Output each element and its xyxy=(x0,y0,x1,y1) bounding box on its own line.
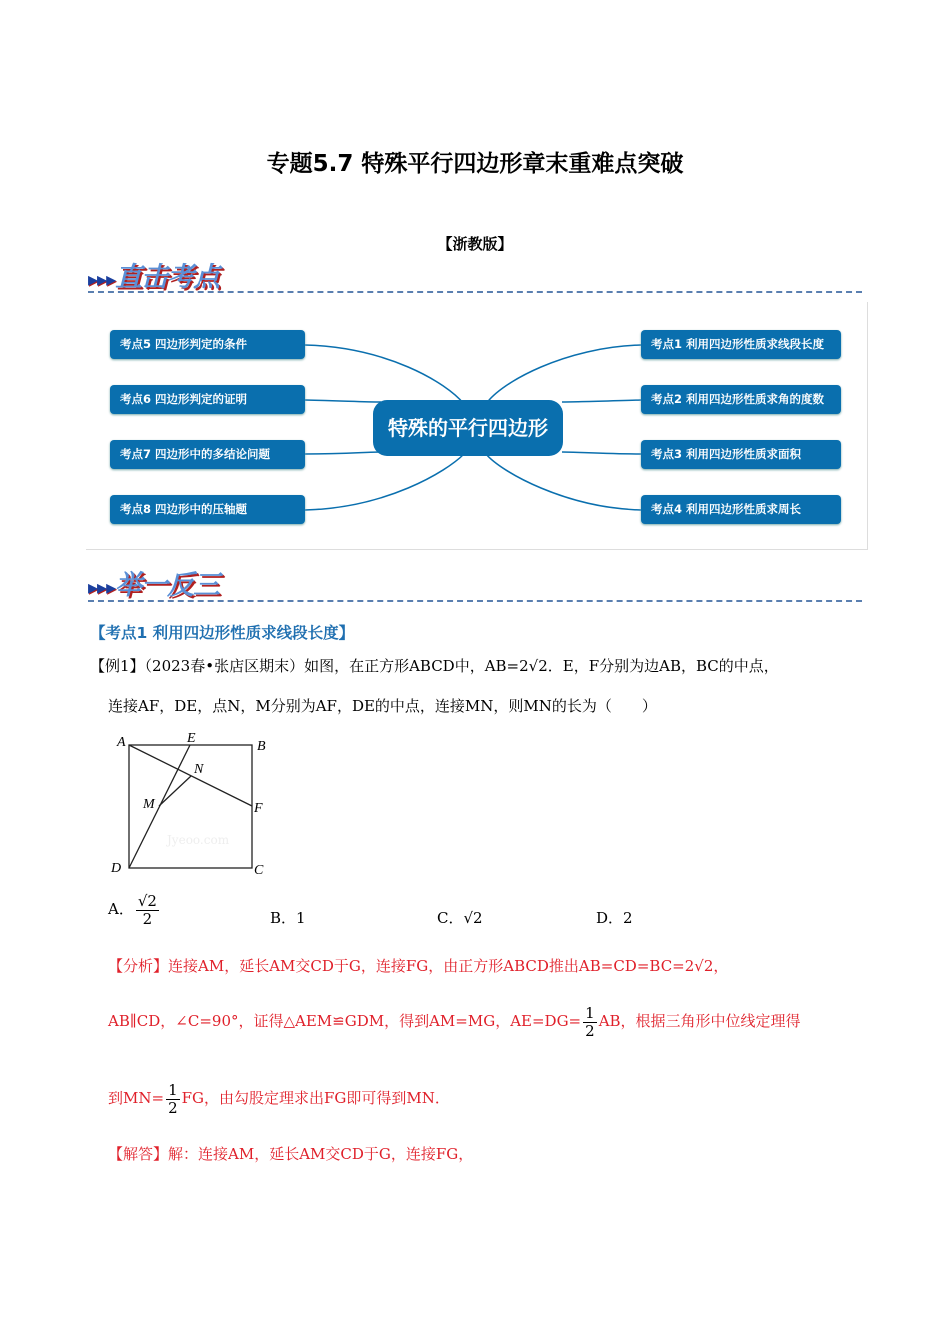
label-a: A xyxy=(117,735,126,750)
option-b: B．1 xyxy=(270,909,306,927)
option-d: D．2 xyxy=(596,909,633,927)
fraction xyxy=(583,1005,597,1039)
banner-text: 直击考点 xyxy=(115,262,220,293)
section-banner-key-points xyxy=(88,255,219,294)
text: AB，根据三角形中位线定理得 xyxy=(598,1012,801,1030)
text: 到MN= xyxy=(108,1089,165,1107)
option-c: C．√2 xyxy=(437,909,483,927)
arrows-icon: ▸▸▸ xyxy=(88,267,116,291)
label-e: E xyxy=(187,731,196,746)
example-line-1: 【例1】（2023春•张店区期末）如图，在正方形ABCD中，AB=2√2．E，F分别为边AB，BC的中点， xyxy=(90,657,779,675)
banner-text: 举一反三 xyxy=(115,570,220,601)
example-line-2: 连接AF，DE，点N，M分别为AF，DE的中点，连接MN，则MN的长为（ ） xyxy=(108,697,657,715)
numerator: 1 xyxy=(168,1081,178,1099)
geometry-figure xyxy=(105,728,275,878)
denominator: 2 xyxy=(142,909,153,928)
option-a xyxy=(108,893,161,927)
fraction xyxy=(166,1082,180,1116)
page-title: 专题5.7 特殊平行四边形章末重难点突破 xyxy=(266,151,684,177)
label-c: C xyxy=(254,863,264,878)
mindmap-node-right-2: 考点2 利用四边形性质求角的度数 xyxy=(641,385,841,414)
mindmap-node-left-4: 考点8 四边形中的压轴题 xyxy=(110,495,305,524)
mindmap-node-left-1: 考点5 四边形判定的条件 xyxy=(110,330,305,359)
arrows-icon: ▸▸▸ xyxy=(88,575,116,599)
text: AB∥CD，∠C=90°，证得△AEM≌GDM，得到AM=MG，AE=DG= xyxy=(108,1012,582,1030)
mindmap-node-right-1: 考点1 利用四边形性质求线段长度 xyxy=(641,330,841,359)
label-f: F xyxy=(254,801,263,816)
fraction xyxy=(136,893,159,927)
mindmap-node-left-3: 考点7 四边形中的多结论问题 xyxy=(110,440,305,469)
edition-label: 【浙教版】 xyxy=(437,235,513,253)
analysis-line-2 xyxy=(108,1005,801,1039)
mind-map xyxy=(86,302,868,550)
section-heading: 【考点1 利用四边形性质求线段长度】 xyxy=(90,624,355,642)
numerator: √2 xyxy=(137,892,157,910)
label-n: N xyxy=(194,762,204,777)
mindmap-node-left-2: 考点6 四边形判定的证明 xyxy=(110,385,305,414)
numerator: 1 xyxy=(585,1004,595,1022)
answer-line: 【解答】解：连接AM，延长AM交CD于G，连接FG， xyxy=(108,1145,474,1163)
mindmap-node-right-3: 考点3 利用四边形性质求面积 xyxy=(641,440,841,469)
denominator: 2 xyxy=(168,1098,178,1117)
label-m: M xyxy=(143,797,155,812)
analysis-line-1: 【分析】连接AM，延长AM交CD于G，连接FG，由正方形ABCD推出AB=CD=BC=2√2， xyxy=(108,957,729,975)
section-banner-practice xyxy=(88,563,219,602)
watermark: Jyeoo.com xyxy=(167,833,230,847)
denominator: 2 xyxy=(585,1021,595,1040)
text: FG，由勾股定理求出FG即可得到MN． xyxy=(181,1089,450,1107)
option-a-label: A． xyxy=(108,900,134,918)
mindmap-center: 特殊的平行四边形 xyxy=(373,400,563,456)
mindmap-node-right-4: 考点4 利用四边形性质求周长 xyxy=(641,495,841,524)
divider xyxy=(88,291,862,293)
label-d: D xyxy=(111,861,122,876)
label-b: B xyxy=(257,739,266,754)
divider xyxy=(88,600,862,602)
analysis-line-3 xyxy=(108,1082,450,1116)
